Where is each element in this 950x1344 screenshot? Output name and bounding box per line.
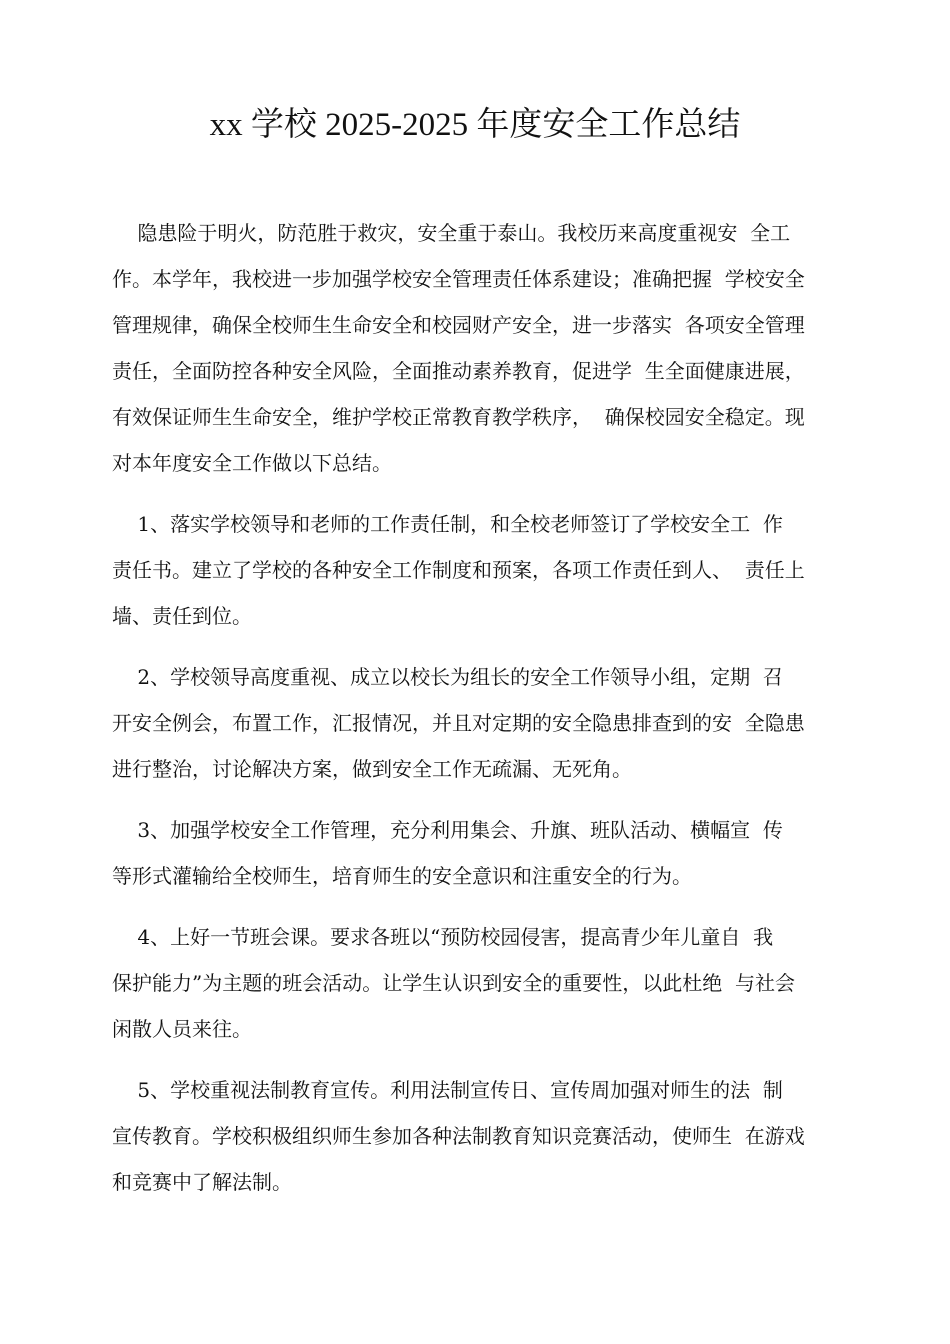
paragraph-item-5: [112, 1067, 852, 1205]
text-line: 管理规律，确保全校师生生命安全和校园财产安全，进一步落实 各项安全管理: [112, 313, 805, 337]
document-title: xx 学校 2025-2025 年度安全工作总结: [209, 107, 741, 143]
text-line: 1、落实学校领导和老师的工作责任制，和全校老师签订了学校安全工 作: [112, 512, 783, 536]
document-body: [112, 210, 852, 1205]
text-line: 2、学校领导高度重视、成立以校长为组长的安全工作领导小组，定期 召: [112, 665, 783, 689]
text-line: 开安全例会，布置工作，汇报情况，并且对定期的安全隐患排查到的安 全隐患: [112, 711, 805, 735]
text-line: 4、上好一节班会课。要求各班以“预防校园侵害，提高青少年儿童自 我: [112, 925, 774, 949]
text-line: 闲散人员来往。: [112, 1017, 252, 1041]
text-line: 墙、责任到位。: [112, 604, 252, 628]
text-line: 进行整治，讨论解决方案，做到安全工作无疏漏、无死角。: [112, 757, 632, 781]
paragraph-item-3: [112, 807, 852, 899]
text-line: 3、加强学校安全工作管理，充分利用集会、升旗、班队活动、横幅宣 传: [112, 818, 783, 842]
paragraph-item-2: [112, 654, 852, 792]
text-line: 保护能力”为主题的班会活动。让学生认识到安全的重要性，以此杜绝 与社会: [112, 971, 795, 995]
text-line: 等形式灌输给全校师生，培育师生的安全意识和注重安全的行为。: [112, 864, 692, 888]
text-line: 对本年度安全工作做以下总结。: [112, 451, 392, 475]
paragraph-item-4: [112, 914, 852, 1052]
text-line: 责任，全面防控各种安全风险，全面推动素养教育，促进学 生全面健康进展，: [112, 359, 805, 383]
text-line: 5、学校重视法制教育宣传。利用法制宣传日、宣传周加强对师生的法 制: [112, 1078, 783, 1102]
text-line: 责任书。建立了学校的各种安全工作制度和预案，各项工作责任到人、 责任上: [112, 558, 805, 582]
paragraph-item-1: [112, 501, 852, 639]
text-line: 作。本学年，我校进一步加强学校安全管理责任体系建设；准确把握 学校安全: [112, 267, 805, 291]
text-line: 有效保证师生生命安全，维护学校正常教育教学秩序， 确保校园安全稳定。现: [112, 405, 805, 429]
text-line: 宣传教育。学校积极组织师生参加各种法制教育知识竞赛活动，使师生 在游戏: [112, 1124, 805, 1148]
paragraph-intro: [112, 210, 852, 486]
text-line: 和竞赛中了解法制。: [112, 1170, 292, 1194]
text-line: 隐患险于明火，防范胜于救灾，安全重于泰山。我校历来高度重视安 全工: [112, 221, 791, 245]
